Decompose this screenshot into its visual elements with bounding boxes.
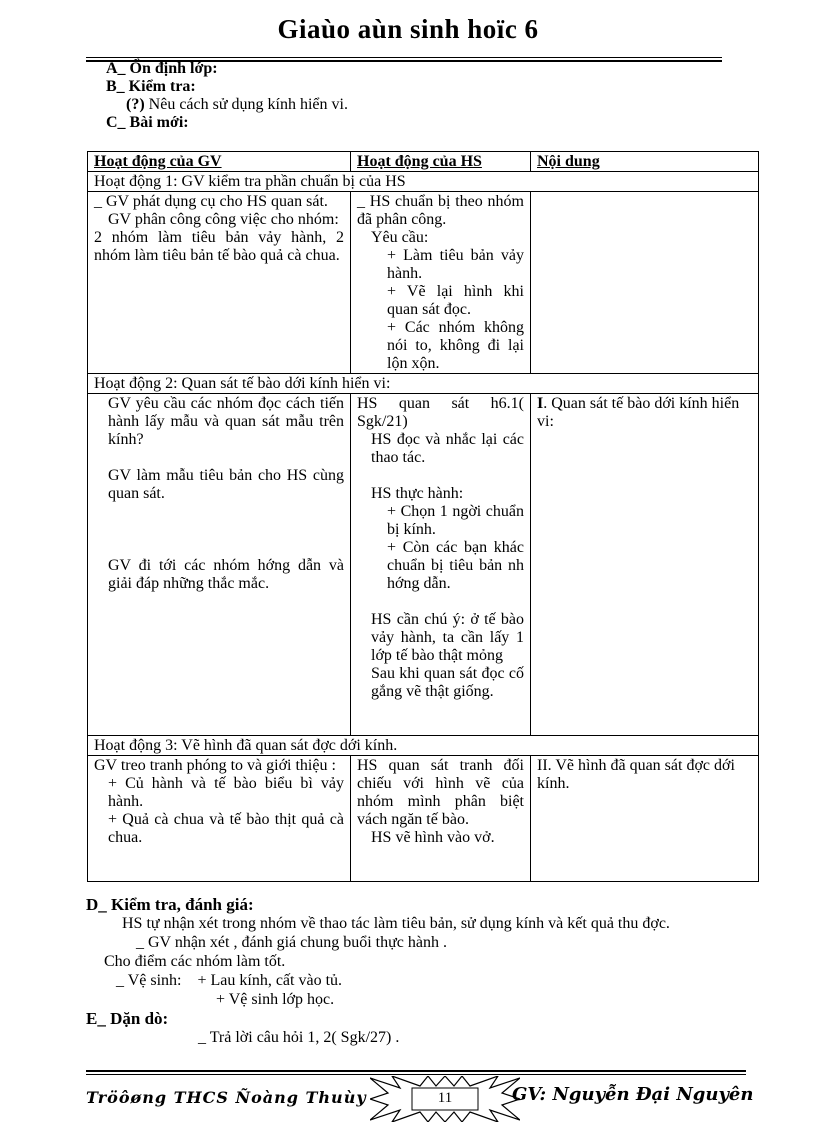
activity-1-hs [351,192,531,374]
hygiene-item: + Vệ sinh lớp học. [216,991,335,1008]
footer-rule-thick [86,1070,746,1072]
a2-hs-line: HS đọc và nhắc lại các thao tác. [371,431,524,466]
header-gv: Hoạt động của GV [88,152,351,172]
activity-3-hs [351,756,531,882]
a2-gv-line: GV đi tới các nhóm hớng dẫn và giải đáp những thắc mắc. [108,557,344,592]
section-d-hygiene [86,971,746,990]
activity-2-gv [88,394,351,736]
question-text: Nêu cách sử dụng kính hiển vi. [144,96,348,113]
activity-3-title: Hoạt động 3: Vẽ hình đã quan sát đợc dới kính. [88,736,759,756]
spacer [357,467,524,485]
section-a-heading: A_ Ổn định lớp: [106,60,218,77]
a1-hs-line: Yêu cầu: [371,229,429,246]
header-hs: Hoạt động của HS [351,152,531,172]
section-b-heading: B_ Kiểm tra: [106,78,196,95]
activity-3-content: II. Vẽ hình đã quan sát đợc dới kính. [531,756,759,882]
section-d-text: _ GV nhận xét , đánh giá chung buổi thực hành . [136,934,447,951]
section-d-text: HS tự nhận xét trong nhóm về thao tác làm tiêu bản, sử dụng kính và kết quả thu đợc. [122,915,670,932]
closing-sections [86,895,746,1047]
activity-2-title: Hoạt động 2: Quan sát tế bào dới kính hiển vi: [88,374,759,394]
footer-rule-thin [86,1074,746,1075]
activity-1-row [88,192,759,374]
activity-2-title-row [88,374,759,394]
a2-content-text: . Quan sát tế bào dới kính hiển vi: [537,395,740,430]
footer-teacher: GV: Nguyễn Đại Nguyên [512,1084,754,1105]
activity-3-gv [88,756,351,882]
section-e-heading: E_ Dặn dò: [86,1009,169,1028]
a3-gv-line: + Củ hành và tế bào biểu bì vảy hành. [108,775,344,810]
activity-1-title-row [88,172,759,192]
hygiene-item: + Lau kính, cất vào tủ. [197,972,343,989]
spacer [94,449,344,467]
footer-school: Tröôøng THCS Ñoàng Thuùy [86,1088,367,1107]
activity-2-row [88,394,759,736]
a2-hs-line: + Chọn 1 ngời chuẩn bị kính. [387,503,524,538]
activity-3-row [88,756,759,882]
a1-hs-line: + Làm tiêu bản vảy hành. [387,247,524,282]
a1-hs-line: _ HS chuẩn bị theo nhóm đã phân công. [357,193,524,228]
a2-gv-line: GV yêu cầu các nhóm đọc cách tiến hành lấy mẫu và quan sát mẫu trên kính? [108,395,344,448]
spacer [94,503,344,521]
a3-hs-line: HS vẽ hình vào vở. [371,829,495,846]
activity-2-hs [351,394,531,736]
activity-1-gv [88,192,351,374]
a1-hs-line: + Vẽ lại hình khi quan sát đọc. [387,283,524,318]
section-e-text: _ Trả lời câu hỏi 1, 2( Sgk/27) . [198,1029,400,1046]
a1-gv-line: GV phân công công việc cho nhóm: [108,211,339,228]
header-rule-thin [86,57,722,58]
section-d-text: Cho điểm các nhóm làm tốt. [104,953,286,970]
activity-1-title: Hoạt động 1: GV kiểm tra phần chuẩn bị của HS [88,172,759,192]
a1-gv-line: 2 nhóm làm tiêu bản vảy hành, 2 nhóm làm tiêu bản tế bào quả cà chua. [94,229,344,264]
spacer [94,539,344,557]
question-mark: (?) [126,96,145,113]
table-header-row [88,152,759,172]
review-question [106,96,348,114]
a2-hs-line: HS cần chú ý: ở tế bào vảy hành, ta cần lấy 1 lớp tế bào thật mỏng [371,611,524,664]
activity-2-content [531,394,759,736]
a2-gv-line: GV làm mẫu tiêu bản cho HS cùng quan sát. [108,467,344,502]
page-number: 11 [437,1090,453,1106]
page-title: Giaùo aùn sinh hoïc 6 [277,14,539,44]
a2-hs-line: HS quan sát h6.1( Sgk/21) [357,395,524,430]
a3-hs-line: HS quan sát tranh đối chiếu với hình vẽ của nhóm mình phân biệt vách ngăn tế bào. [357,757,524,828]
intro-section [106,60,348,132]
activity-3-title-row [88,736,759,756]
a3-gv-line: + Quả cà chua và tế bào thịt quả cà chua. [108,811,344,846]
a2-content-num: I [537,395,544,412]
header-content: Nội dung [531,152,759,172]
a2-hs-line: + Còn các bạn khác chuẩn bị tiêu bản nh hớng dẫn. [387,539,524,592]
a2-hs-line: Sau khi quan sát đọc cố gắng vẽ thật giống. [371,665,524,700]
hygiene-label: _ Vệ sinh: [116,972,182,989]
activity-1-content [531,192,759,374]
a3-gv-line: GV treo tranh phóng to và giới thiệu : [94,757,336,774]
section-d-heading: D_ Kiểm tra, đánh giá: [86,895,254,914]
lesson-table [87,151,759,882]
a1-gv-line: _ GV phát dụng cụ cho HS quan sát. [94,193,328,210]
a2-hs-line: HS thực hành: [371,485,464,502]
spacer [357,593,524,611]
spacer [94,521,344,539]
a1-hs-line: + Các nhóm không nói to, không đi lại lộn xộn. [387,319,524,372]
section-c-heading: C_ Bài mới: [106,114,189,131]
